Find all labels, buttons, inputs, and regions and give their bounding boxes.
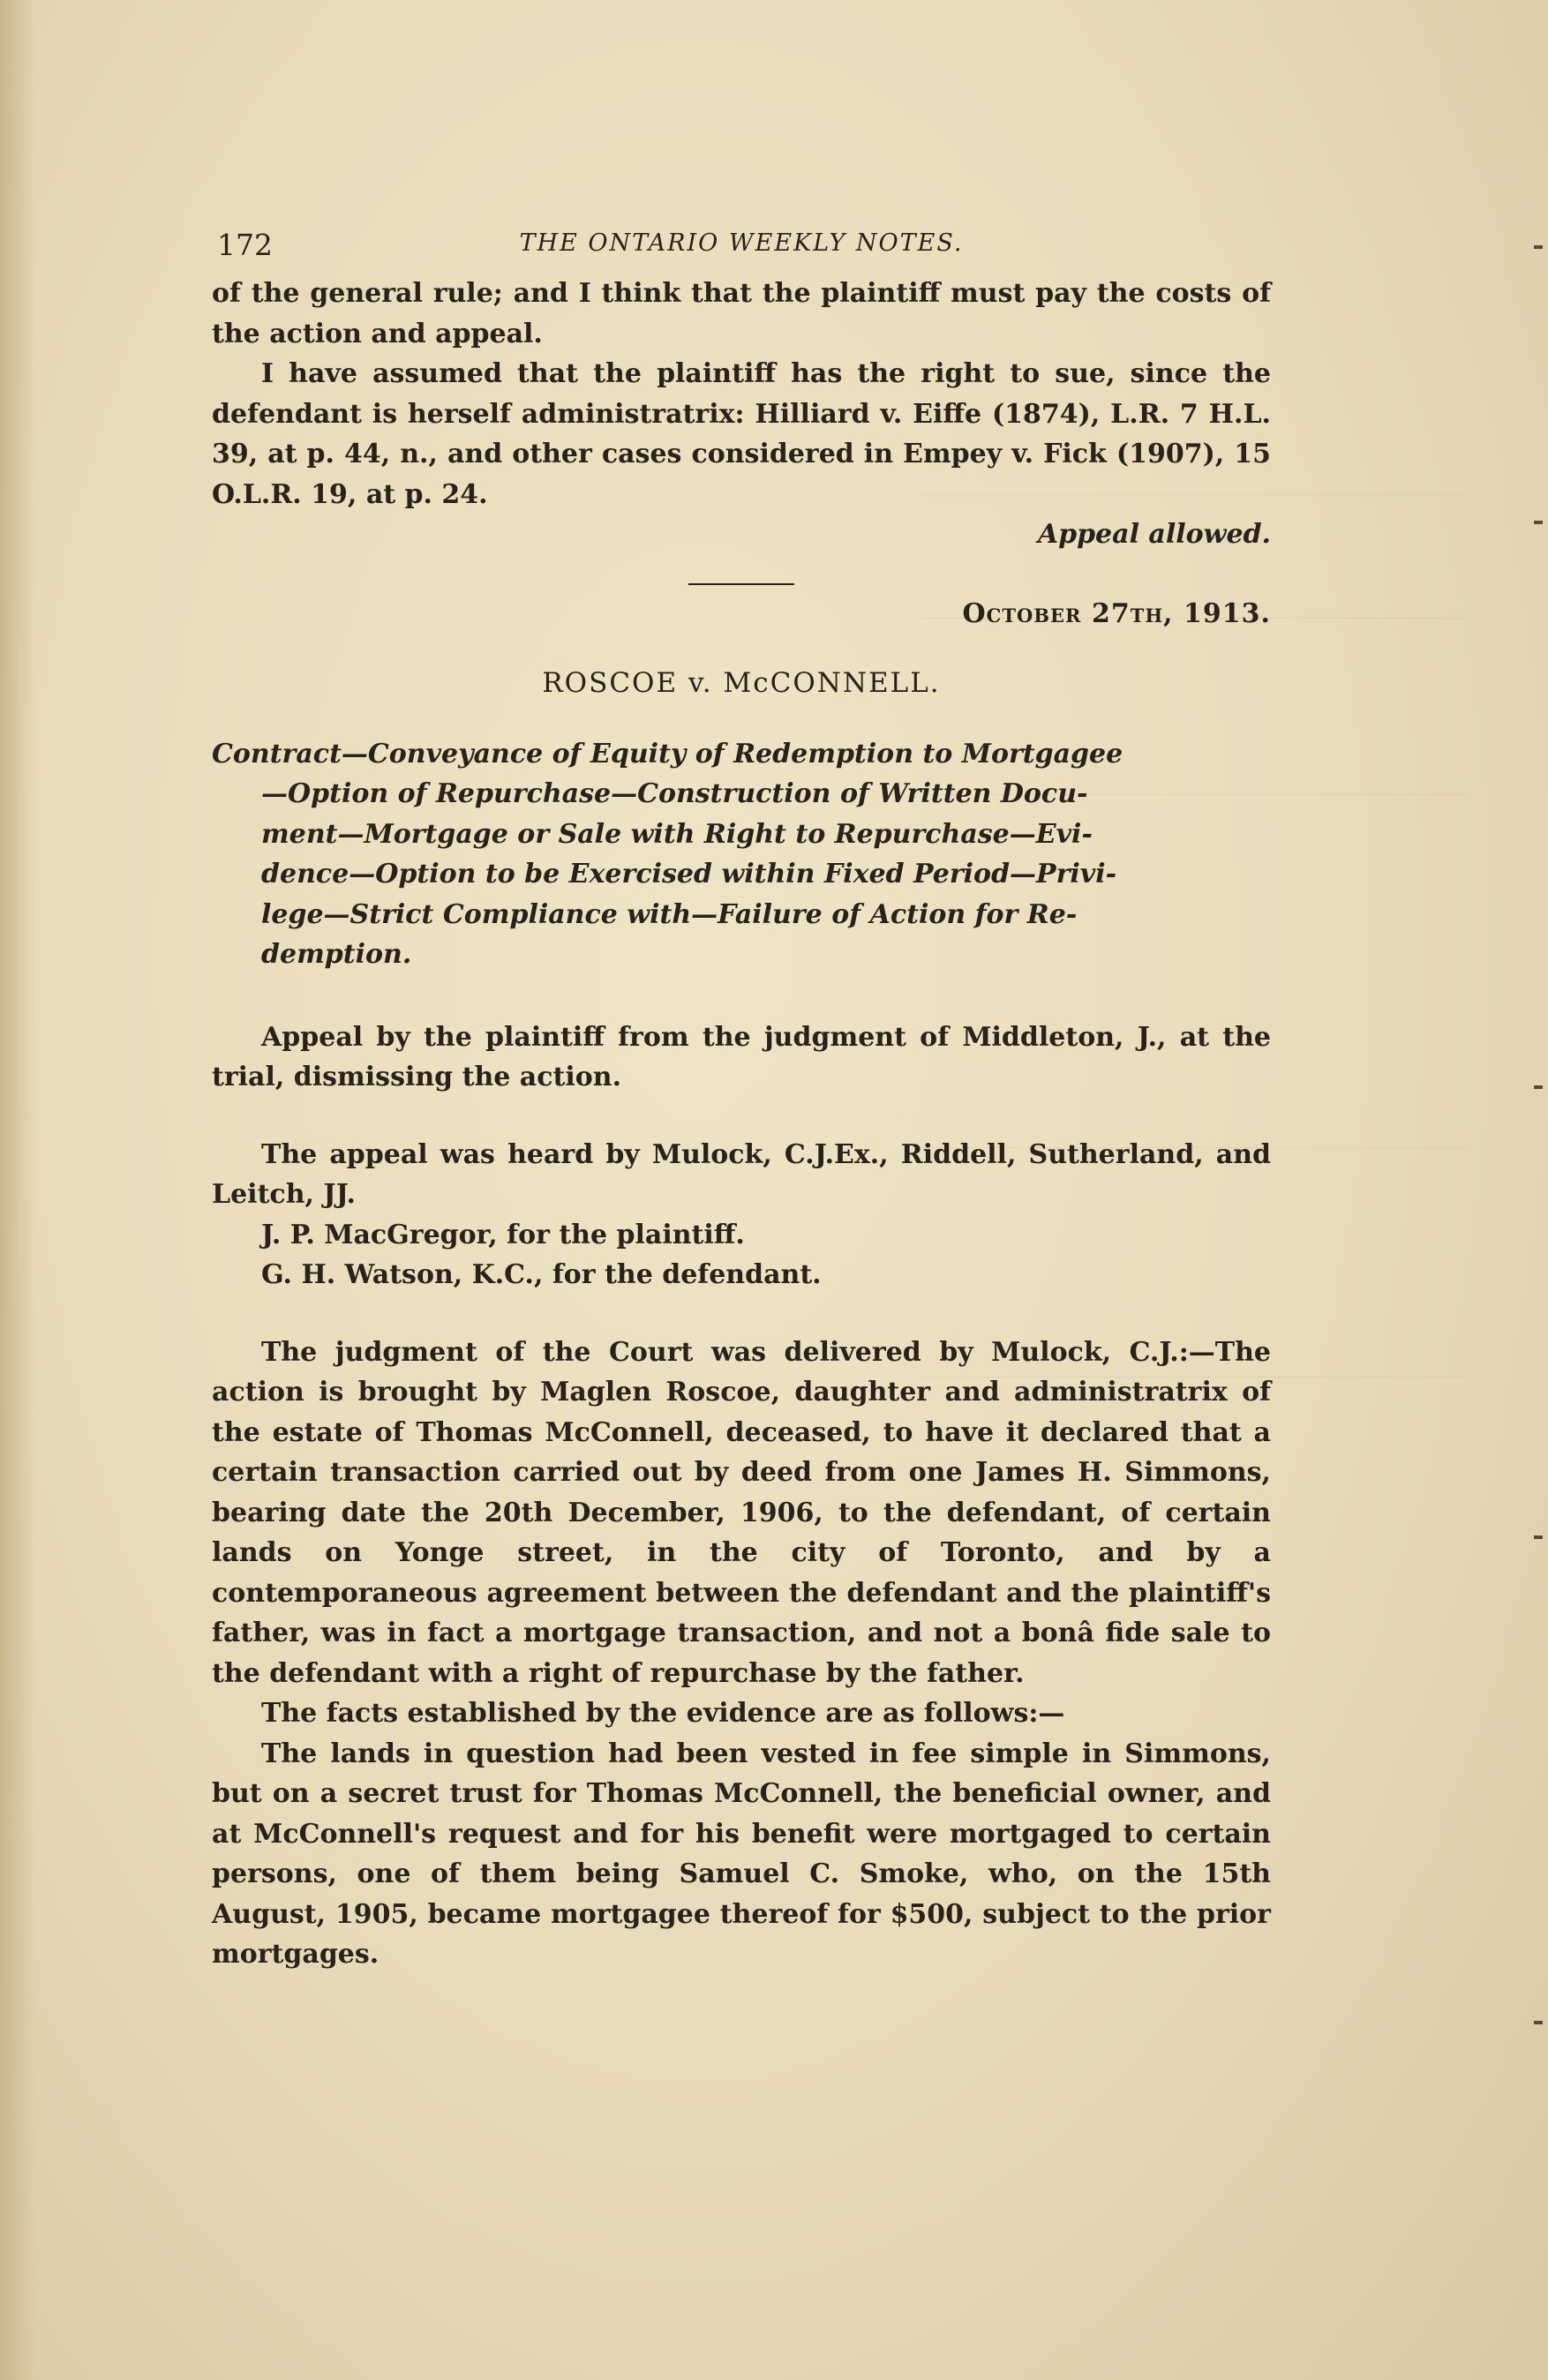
judgment-paragraph: The judgment of the Court was delivered by Mulock, C.J.:—The action is brought by Maglen Roscoe, daughter and administratrix of the estate of Thomas McConnell, deceased, to have it declared that a certain transaction carried out by deed from one James H. Simmons, bearing date the 20th December, 1906, to the defendant, of certain lands on Yonge street, in the city of Toronto, and by a contemporaneous agreement between the defendant and the plaintiff's father, was in fact a mortgage transaction, and not a bonâ fide sale to the defendant with a right of repurchase by the father. [212, 1336, 1271, 1689]
heard-paragraph: The appeal was heard by Mulock, C.J.Ex., Riddell, Sutherland, and Leitch, JJ. [212, 1138, 1271, 1210]
continuation-paragraph: of the general rule; and I think that the plaintiff must pay the costs of the action and appeal. [212, 278, 1271, 349]
counsel-defendant: G. H. Watson, K.C., for the defendant. [261, 1259, 822, 1290]
page-number: 172 [217, 228, 273, 262]
case-title: ROSCOE v. McCONNELL. [542, 666, 941, 699]
edge-mark [1534, 1085, 1543, 1089]
facts-intro: The facts established by the evidence are as follows:— [261, 1698, 1065, 1729]
headnote-line: —Option of Repurchase—Construction of Written Docu- [261, 778, 1088, 809]
headnote-line: lege—Strict Compliance with—Failure of Action for Re- [261, 898, 1078, 930]
headnote-line: dence—Option to be Exercised within Fixed Period—Privi- [261, 859, 1117, 890]
facts-paragraph: The lands in question had been vested in fee simple in Simmons, but on a secret trust for Thomas McConnell, the beneficial owner, and at McConnell's request and for his benefit were mortgaged to certain persons, one of them being Samuel C. Smoke, who, on the 15th August, 1905, became mortgagee thereof for $500, subject to the prior mortgages. [212, 1738, 1271, 1970]
edge-mark [1534, 521, 1543, 524]
edge-mark [1534, 1535, 1543, 1539]
headnote-line: Contract—Conveyance of Equity of Redemption to Mortgagee [212, 738, 1123, 770]
section-rule [688, 583, 794, 585]
headnote [212, 734, 1271, 975]
page-header [212, 212, 1271, 274]
counsel-plaintiff: J. P. MacGregor, for the plaintiff. [261, 1219, 745, 1250]
edge-mark [1534, 245, 1543, 249]
appeal-paragraph: Appeal by the plaintiff from the judgment of Middleton, J., at the trial, dismissing the action. [212, 1021, 1271, 1092]
running-head: THE ONTARIO WEEKLY NOTES. [519, 229, 964, 257]
paragraph: I have assumed that the plaintiff has the right to sue, since the defendant is herself administratrix: Hilliard v. Eiffe (1874), L.R. 7 H.L. 39, at p. 44, n., and other cases considered in Empey v. Fick (1907), 15 O.L.R. 19, at p. 24. [212, 358, 1271, 510]
text-block [212, 212, 1271, 1975]
result-line: Appeal allowed. [1037, 519, 1271, 550]
page-binding-shadow [0, 0, 35, 2380]
headnote-line: demption. [261, 939, 412, 970]
edge-mark [1534, 2021, 1543, 2024]
page-body [212, 274, 1271, 1975]
case-date: October 27th, 1913. [962, 597, 1271, 629]
headnote-line: ment—Mortgage or Sale with Right to Repurchase—Evi- [261, 818, 1093, 850]
